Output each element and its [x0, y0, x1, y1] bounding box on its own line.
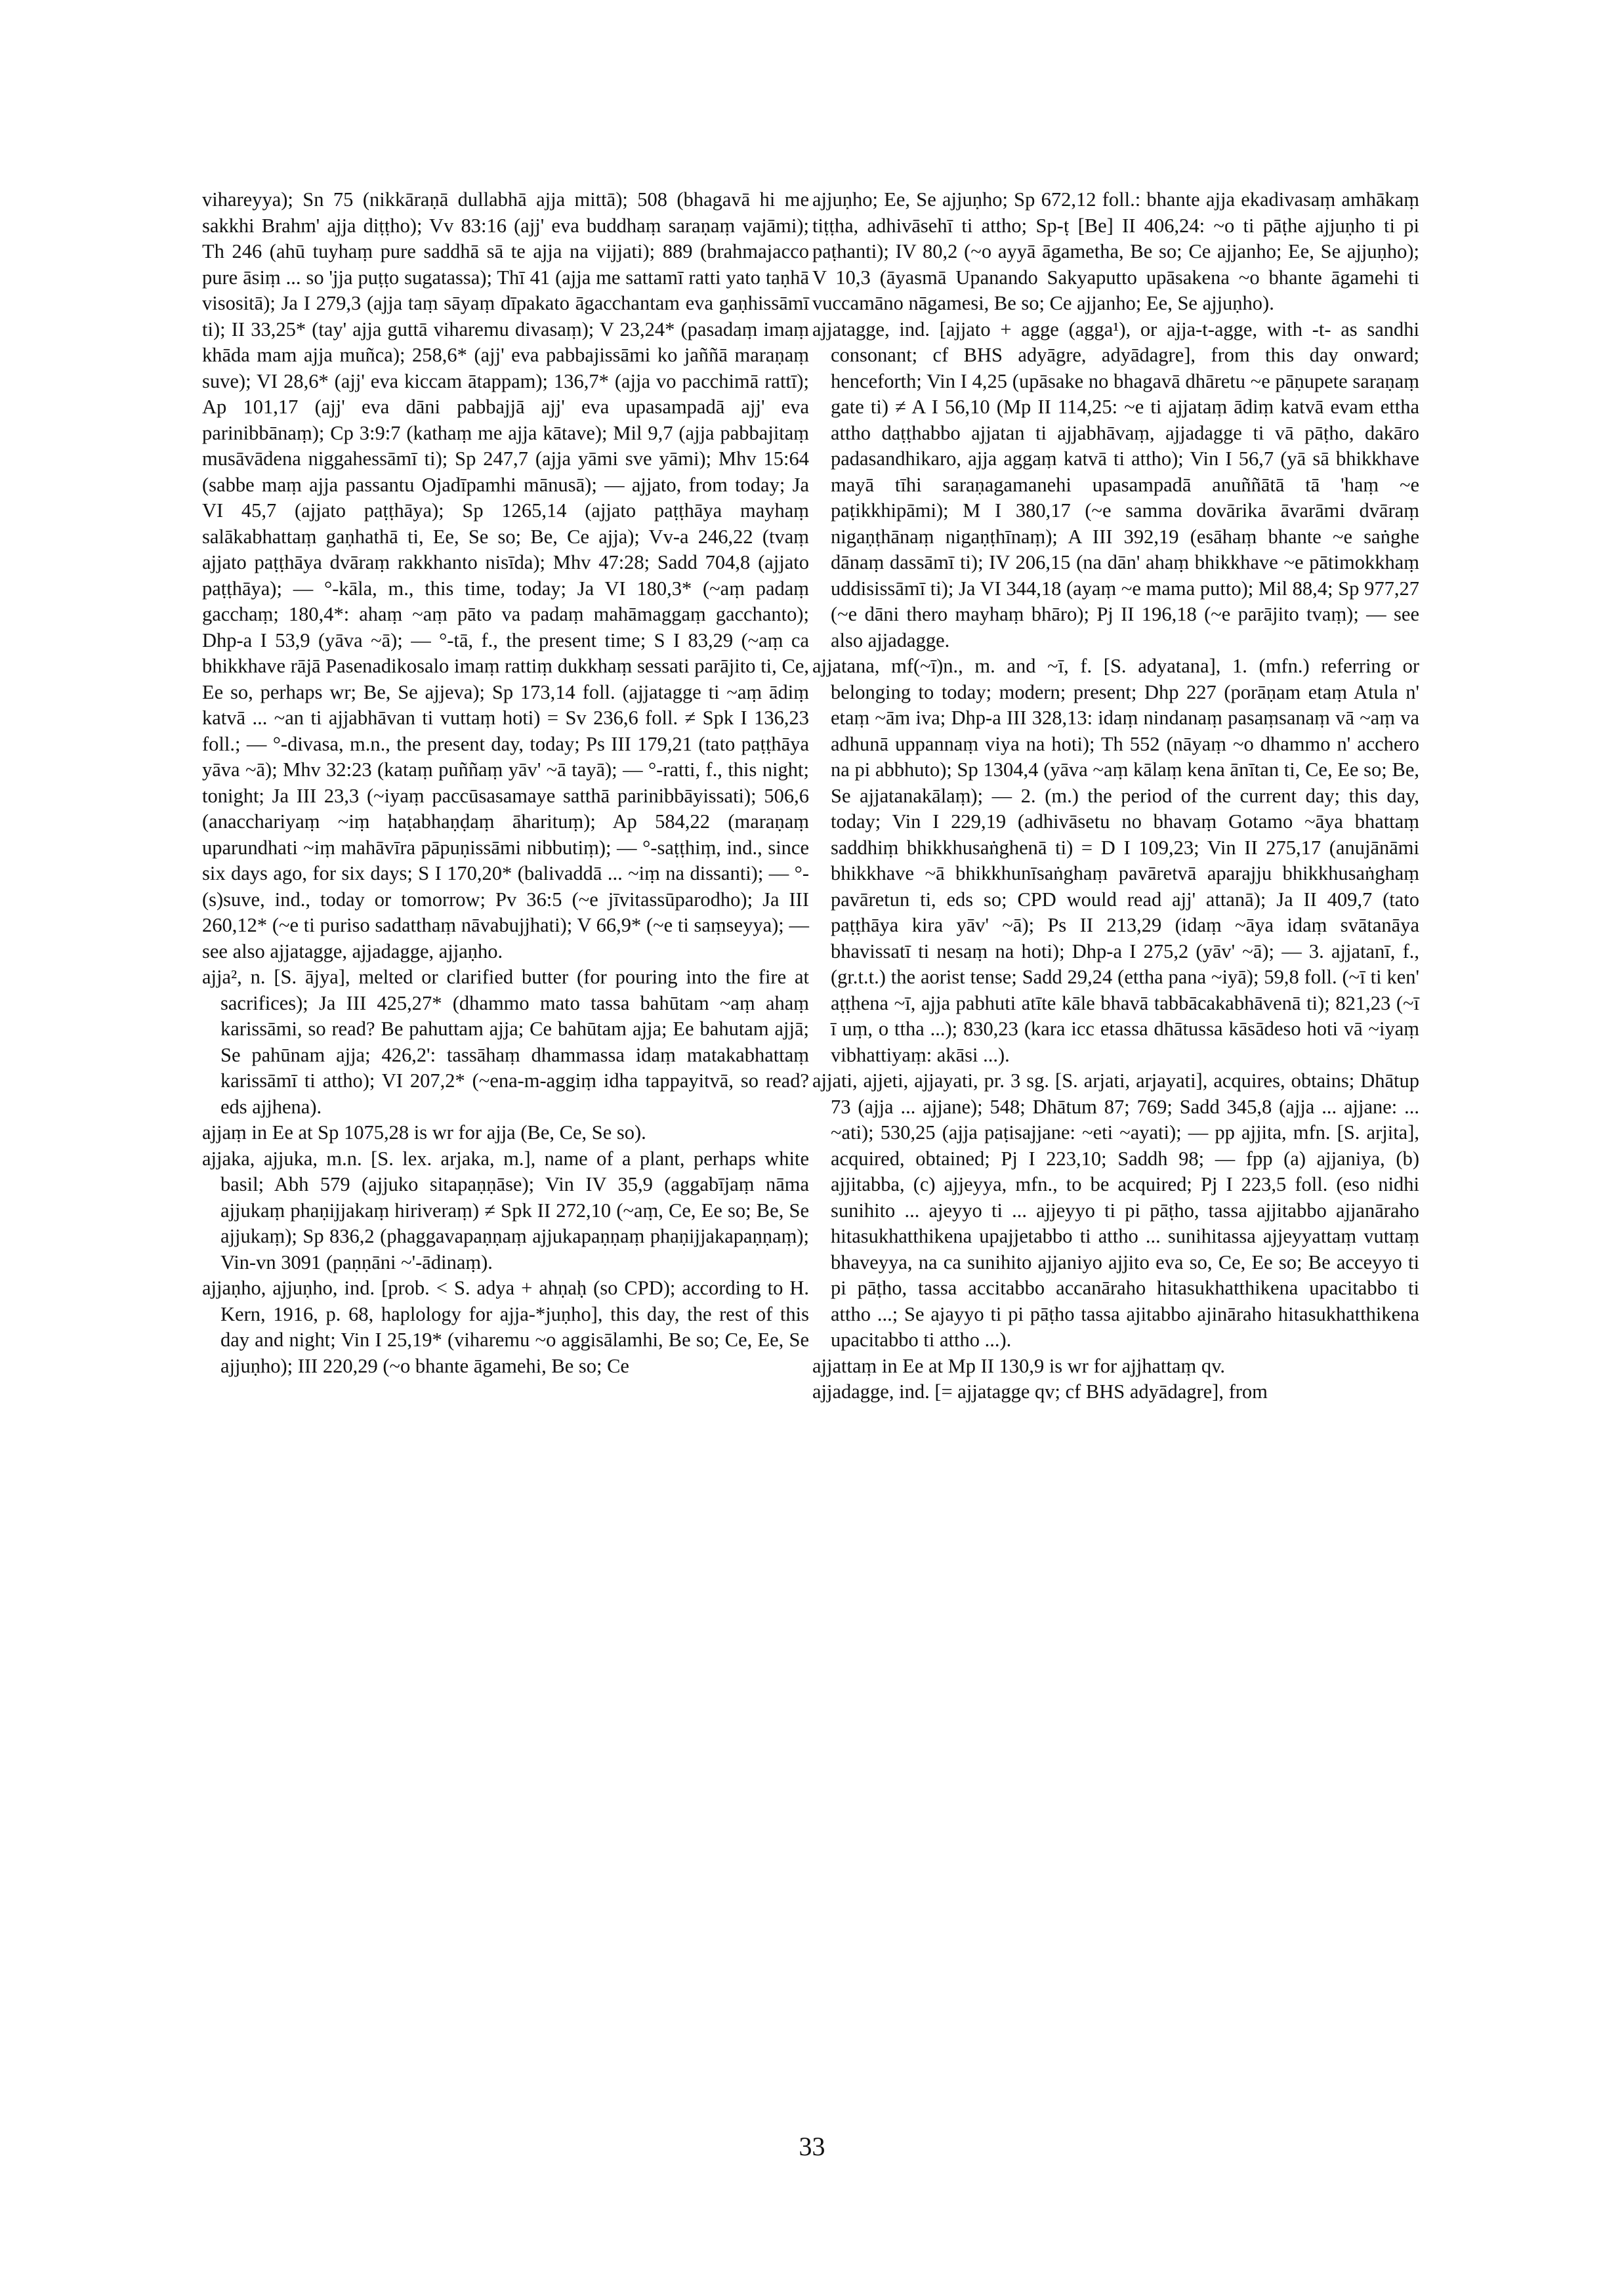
entry-ajjatagge: ajjatagge, ind. [ajjato + agge (agga¹), or ajja-t-agge, with -t- as sandhi consonant; cf BHS adyāgre, adyādagre], from this day onward; henceforth; Vin I 4,25 (upāsake no bhagavā dhāretu ~e pāṇupete saraṇaṃ gate ti) ≠ A I 56,10 (Mp II 114,25: ~e ti ajjataṃ ādiṃ katvā evam ettha attho daṭṭhabbo ajjatan ti ajjabhāvaṃ, ajjadagge ti vā pāṭho, dakāro padasandhikaro, ajja aggaṃ katvā ti attho); Vin I 56,7 (yā sā bhikkhave mayā tīhi saraṇagamanehi upasampadā anuññātā tā 'haṃ ~e paṭikkhipāmi); M I 380,17 (~e samma dovārika āvarāmi dvāraṃ nigaṇṭhānaṃ nigaṇṭhīnaṃ); A III 392,19 (esāhaṃ bhante ~e saṅghe dānaṃ dassāmī ti); IV 206,15 (na dān' ahaṃ bhikkhave ~e pātimokkhaṃ uddisissāmī ti); Ja VI 344,18 (ayaṃ ~e mama putto); Mil 88,4; Sp 977,27 (~e dāni thero mayhaṃ bhāro); Pj II 196,18 (~e parājito tvaṃ); — see also ajjadagge.	[812, 318, 1419, 651]
entry-ajjanho: ajjaṇho, ajjuṇho, ind. [prob. < S. adya + ahṇaḥ (so CPD); according to H. Kern, 1916, p. 68, haplology for ajja-*juṇho], this day, the rest of this day and night; Vin I 25,19* (viharemu ~o aggisālamhi, Be so; Ce, Ee, Se ajjuṇho); III 220,29 (~o bhante āgamehi, Be so; Ce	[202, 1277, 809, 1377]
entry-ajjatana: ajjatana, mf(~ī)n., m. and ~ī, f. [S. adyatana], 1. (mfn.) referring or belonging to today; modern; present; Dhp 227 (porāṇam etaṃ Atula n' etaṃ ~ām iva; Dhp-a III 328,13: idaṃ nindanaṃ pasaṃsanaṃ vā ~aṃ va adhunā uppannaṃ viya na hoti); Th 552 (nāyaṃ ~o dhammo n' acchero na pi abbhuto); Sp 1304,4 (yāva ~aṃ kālaṃ kena ānītan ti, Ce, Ee so; Be, Se ajjatanakālaṃ); — 2. (m.) the period of the current day; this day, today; Vin I 229,19 (adhivāsetu no bhavaṃ Gotamo ~āya bhattaṃ saddhiṃ bhikkhusaṅghenā ti) = D I 109,23; Vin II 275,17 (anujānāmi bhikkhave ~ā bhikkhunīsaṅghaṃ pavāretvā aparajju bhikkhusaṅghaṃ pavāretun ti, eds so; CPD would read ajj' attanā); Ja II 409,7 (tato paṭṭhāya kira yāv' ~ā); Ps II 213,29 (idaṃ ~āya idaṃ svātanāya bhavissatī ti nesaṃ na hoti); Dhp-a I 275,2 (yāv' ~ā); — 3. ajjatanī, f., (gr.t.t.) the aorist tense; Sadd 29,24 (ettha pana ~iyā); 59,8 foll. (~ī ti ken' aṭṭhena ~ī, ajja pabhuti atīte kāle bhavā tabbācakabhāvenā ti); 821,23 (~ī ī uṃ, o ttha ...); 830,23 (kara icc etassa dhātussa kāsādeso hoti vā ~iyaṃ vibhattiyaṃ: akāsi ...).	[812, 655, 1419, 1066]
entry-ajja1-continued: vihareyya); Sn 75 (nikkāraṇā dullabhā ajja mittā); 508 (bhagavā hi me sakkhi Brahm' ajja diṭṭho); Vv 83:16 (ajj' eva buddhaṃ saraṇaṃ vajāmi); Th 246 (ahū tuyhaṃ pure saddhā sā te ajja na vijjati); 889 (brahmajacco pure āsiṃ ... so 'jja puṭṭo sugatassa); Thī 41 (ajja me sattamī ratti yato taṇhā visositā); Ja I 279,3 (ajja taṃ sāyaṃ dīpakato āgacchantam eva gaṇhissāmī ti); II 33,25* (tay' ajja guttā viharemu divasaṃ); V 23,24* (pasadaṃ imaṃ khāda mam ajja muñca); 258,6* (ajj' eva pabbajissāmi ko jaññā maraṇaṃ suve); VI 28,6* (ajj' eva kiccam ātappam); 136,7* (ajja vo pacchimā rattī); Ap 101,17 (ajj' eva dāni pabbajjā ajj' eva upasampadā ajj' eva parinibbānaṃ); Cp 3:9:7 (kathaṃ me ajja kātave); Mil 9,7 (ajja pabbajitaṃ musāvādena niggahessāmī ti); Sp 247,7 (ajja yāmi sve yāmi); Mhv 15:64 (sabbe maṃ ajja passantu Ojadīpamhi mānusā); — ajjato, from today; Ja VI 45,7 (ajjato paṭṭhāya); Sp 1265,14 (ajjato paṭṭhāya mayhaṃ salākabhattaṃ gaṇhathā ti, Ee, Se so; Be, Ce ajja); Vv-a 246,22 (tvaṃ ajjato paṭṭhāya dvāraṃ rakkhanto nisīda); Mhv 47:28; Sadd 704,8 (ajjato paṭṭhāya); — °-kāla, m., this time, today; Ja VI 180,3* (~aṃ padaṃ gacchaṃ; 180,4*: ahaṃ ~aṃ pāto va padaṃ mahāmaggaṃ gacchanto); Dhp-a I 53,9 (yāva ~ā); — °-tā, f., the present time; S I 83,29 (~aṃ ca bhikkhave rājā Pasenadikosalo imaṃ rattiṃ dukkhaṃ sessati parājito ti, Ce, Ee so, perhaps wr; Be, Se ajjeva); Sp 173,14 foll. (ajjatagge ti ~aṃ ādiṃ katvā ... ~an ti ajjabhāvan ti vuttaṃ hoti) = Sv 236,6 foll. ≠ Spk I 136,23 foll.; — °-divasa, m.n., the present day, today; Ps III 179,21 (tato paṭṭhāya yāva ~ā); Mhv 32:23 (kataṃ puññaṃ yāv' ~ā tayā); — °-ratti, f., this night; tonight; Ja III 23,3 (~iyaṃ paccūsasamaye satthā parinibbāyissati); 506,6 (anacchariyaṃ ~iṃ haṭabhaṇḍaṃ āharituṃ); Ap 584,22 (maraṇaṃ uparundhati ~iṃ mahāvīra pāpuṇissāmi nibbutiṃ); — °-saṭṭhiṃ, ind., since six days ago, for six days; S I 170,20* (balivaddā ... ~iṃ na dissanti); — °-(s)suve, ind., today or tomorrow; Pv 36:5 (~e jīvitassūparodho); Ja III 260,12* (~e ti puriso sadatthaṃ nāvabujjhati); V 66,9* (~e ti saṃseyya); — see also ajjatagge, ajjadagge, ajjaṇho.	[202, 188, 809, 962]
entry-ajjam: ajjaṃ in Ee at Sp 1075,28 is wr for ajja (Be, Ce, Se so).	[202, 1121, 646, 1144]
right-column	[812, 187, 1419, 1405]
entry-ajja2: ajja², n. [S. ājya], melted or clarified butter (for pouring into the fire at sacrifices); Ja III 425,27* (dhammo mato tassa bahūtam ~aṃ ahaṃ karissāmi, so read? Be pahuttam ajja; Ce bahūtam ajja; Ee bahutam ajjā; Se pahūnam ajja; 426,2': tassāhaṃ dhammassa idaṃ matakabhattaṃ karissāmī ti attho); VI 207,2* (~ena-m-aggiṃ idha tappayitvā, so read? eds ajjhena).	[202, 966, 809, 1118]
entry-ajjati: ajjati, ajjeti, ajjayati, pr. 3 sg. [S. arjati, arjayati], acquires, obtains; Dhātup 73 (ajja ... ajjane); 548; Dhātum 87; 769; Sadd 345,8 (ajja ... ajjane: ... ~ati); 530,25 (ajja paṭisajjane: ~eti ~ayati); — pp ajjita, mfn. [S. arjita], acquired, obtained; Pj I 223,10; Saddh 98; — fpp (a) ajjaniya, (b) ajjitabba, (c) ajjeyya, mfn., to be acquired; Pj I 223,5 foll. (eso nidhi sunihito ... ajeyyo ti ... ajjeyyo ti pi pāṭho, tassa ajjitabbo ajjanāraho hitasukhatthikena upajjetabbo ti attho ... sunihitassa ajjeyyattaṃ vuttaṃ bhaveyya, na ca sunihito ajjaniyo ajjito eva so, Ce, Ee so; Be acceyyo ti pi pāṭho, tassa accitabbo accanāraho hitasukhatthikena upacitabbo ti attho ...; Se ajayyo ti pi pāṭho tassa ajitabbo ajināraho hitasukhatthikena upacitabbo ti attho ...).	[812, 1069, 1419, 1351]
entry-ajjanho-continued: ajjuṇho; Ee, Se ajjuṇho; Sp 672,12 foll.: bhante ajja ekadivasaṃ amhākaṃ tiṭṭha, adhivāsehī ti attho; Sp-ṭ [Be] II 406,24: ~o ti pāṭhe ajjuṇho ti pi paṭhanti); IV 80,2 (~o ayyā āgametha, Be so; Ce ajjanho; Ee, Se ajjuṇho); V 10,3 (āyasmā Upanando Sakyaputto upāsakena ~o bhante āgamehi ti vuccamāno nāgamesi, Be so; Ce ajjanho; Ee, Se ajjuṇho).	[812, 188, 1419, 314]
page-number: 33	[799, 2132, 825, 2161]
entry-ajjadagge: ajjadagge, ind. [= ajjatagge qv; cf BHS adyādagre], from	[812, 1380, 1268, 1403]
entry-ajjaka: ajjaka, ajjuka, m.n. [S. lex. arjaka, m.], name of a plant, perhaps white basil; Abh 579 (ajjuko sitapaṇṇāse); Vin IV 35,9 (aggabījaṃ nāma ajjukaṃ phaṇijjakaṃ hiriveraṃ) ≠ Spk II 272,10 (~aṃ, Ce, Ee so; Be, Se ajjukaṃ); Sp 836,2 (phaggavapaṇṇaṃ ajjukapaṇṇaṃ phaṇijjakapaṇṇaṃ); Vin-vn 3091 (paṇṇāni ~'-ādinaṃ).	[202, 1147, 809, 1273]
left-column	[202, 187, 809, 1379]
entry-ajjattam: ajjattaṃ in Ee at Mp II 130,9 is wr for ajjhattaṃ qv.	[812, 1354, 1226, 1377]
